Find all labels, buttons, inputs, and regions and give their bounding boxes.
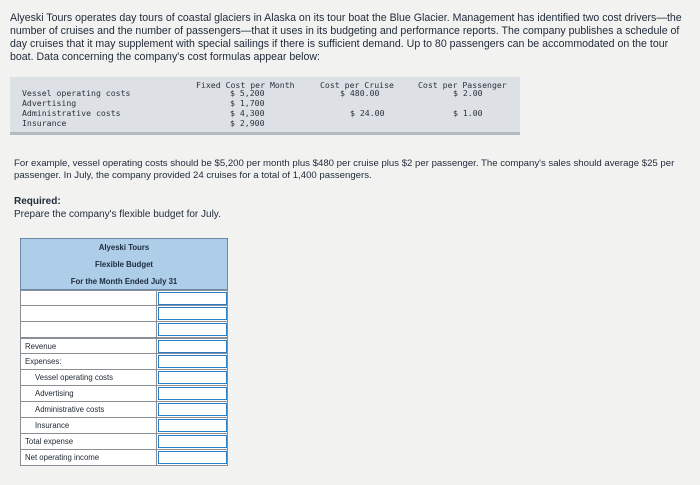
- budget-row: [20, 306, 228, 322]
- budget-row-label: Revenue: [21, 339, 157, 353]
- budget-row-revenue: [20, 338, 228, 354]
- header-cost-per-cruise: Cost per Cruise: [320, 80, 394, 90]
- budget-amount-input[interactable]: [158, 292, 227, 305]
- header-fixed-cost: Fixed Cost per Month: [196, 80, 295, 90]
- budget-row: [20, 322, 228, 338]
- cost-row-fixed: $ 5,200: [230, 88, 265, 98]
- budget-row-label: Vessel operating costs: [21, 370, 157, 385]
- budget-row-label: Net operating income: [21, 450, 157, 465]
- budget-row-label: Expenses:: [21, 354, 157, 369]
- cost-row-cruise: $ 480.00: [340, 88, 380, 98]
- budget-label-input[interactable]: [21, 306, 157, 321]
- advertising-amount-input[interactable]: [158, 387, 227, 400]
- budget-row-label: Total expense: [21, 434, 157, 449]
- administrative-amount-input[interactable]: [158, 403, 227, 416]
- budget-row-total-expense: [20, 434, 228, 450]
- budget-title: Flexible Budget: [94, 260, 154, 269]
- cost-row-label: Advertising: [22, 98, 77, 108]
- budget-label-input[interactable]: [21, 322, 157, 337]
- total-expense-amount-input[interactable]: [158, 435, 227, 448]
- budget-row: [20, 290, 228, 306]
- budget-row-vessel: [20, 370, 228, 386]
- flexible-budget-worksheet: [20, 238, 228, 476]
- cost-row-fixed: $ 1,700: [230, 98, 265, 108]
- cost-row-label: Vessel operating costs: [22, 88, 131, 98]
- budget-row-administrative: [20, 402, 228, 418]
- header-cost-per-passenger: Cost per Passenger: [418, 80, 507, 90]
- budget-row-label: Insurance: [21, 418, 157, 433]
- budget-row-label: Advertising: [21, 386, 157, 401]
- revenue-amount-input[interactable]: [158, 340, 227, 353]
- cost-row-label: Administrative costs: [22, 108, 121, 118]
- budget-amount-input[interactable]: [158, 323, 227, 336]
- vessel-amount-input[interactable]: [158, 371, 227, 384]
- budget-header: [20, 238, 228, 290]
- problem-intro: Alyeski Tours operates day tours of coastal glaciers in Alaska on its tour boat the Blue Glacier. Management has identified two cost drivers—the number of cruises and the number of passengers—that it uses in its budgeting and performance reports. The company publishes a schedule of day cruises that it may supplement with special sailings if there is sufficient demand. Up to 80 passengers can be accommodated on the tour boat. Data concerning the company's cost formulas appear below:: [10, 12, 682, 63]
- cost-row-cruise: $ 24.00: [350, 108, 385, 118]
- budget-row-advertising: [20, 386, 228, 402]
- budget-period: For the Month Ended July 31: [70, 277, 178, 286]
- required-heading: Required:: [14, 196, 61, 207]
- budget-amount-input[interactable]: [158, 307, 227, 320]
- net-operating-income-amount-input[interactable]: [158, 451, 227, 464]
- cost-row-label: Insurance: [22, 118, 67, 128]
- budget-row-label: Administrative costs: [21, 402, 157, 417]
- insurance-amount-input[interactable]: [158, 419, 227, 432]
- budget-label-input[interactable]: [21, 291, 157, 305]
- cost-row-insurance: [22, 118, 520, 129]
- cost-row-fixed: $ 4,300: [230, 108, 265, 118]
- budget-row-net-operating-income: [20, 450, 228, 466]
- budget-company-name: Alyeski Tours: [98, 243, 150, 252]
- cost-formula-table: [10, 77, 520, 135]
- required-instruction: Prepare the company's flexible budget for July.: [14, 209, 221, 220]
- cost-row-passenger: $ 1.00: [453, 108, 483, 118]
- example-text: For example, vessel operating costs should be $5,200 per month plus $480 per cruise plus $2 per passenger. The company's sales should average $25 per passenger. In July, the company provided 24 cruises for a total of 1,400 passengers.: [14, 158, 675, 181]
- expenses-amount-input[interactable]: [158, 355, 227, 368]
- budget-row-expenses: [20, 354, 228, 370]
- table-bottom-rule: [10, 132, 520, 135]
- budget-row-insurance: [20, 418, 228, 434]
- cost-row-fixed: $ 2,900: [230, 118, 265, 128]
- cost-row-passenger: $ 2.00: [453, 88, 483, 98]
